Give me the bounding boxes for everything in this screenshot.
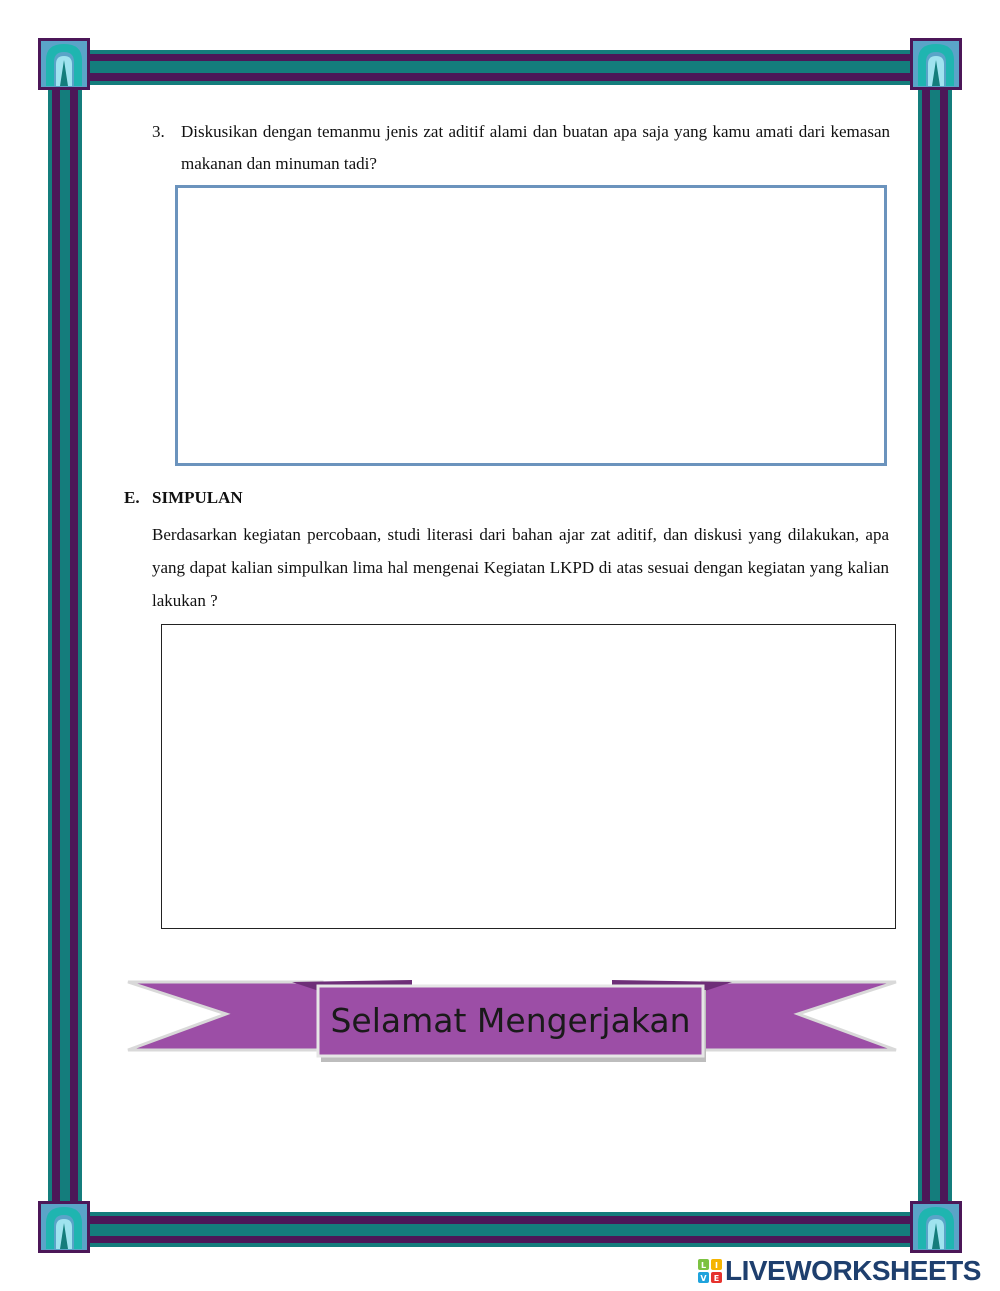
corner-ornament-bottom-right [910,1201,962,1253]
section-heading [124,488,243,508]
liveworksheets-watermark[interactable] [698,1255,981,1287]
svg-text:I: I [715,1261,718,1270]
liveworksheets-logo-icon [698,1259,722,1283]
svg-text:L: L [700,1261,707,1270]
svg-text:V: V [700,1274,707,1283]
border-top [60,50,940,86]
section-body [152,518,889,617]
border-bottom [60,1212,940,1248]
corner-ornament-bottom-left [38,1201,90,1253]
section-letter: E. [124,488,140,507]
border-left [48,60,82,1230]
watermark-text: LIVEWORKSHEETS [725,1255,981,1286]
corner-ornament-top-left [38,38,90,90]
border-right [918,60,952,1230]
answer-box-conclusion[interactable] [161,624,896,929]
question-3 [152,116,890,180]
answer-box-question-3[interactable] [175,185,887,466]
section-title: SIMPULAN [152,488,243,507]
banner-text: Selamat Mengerjakan [330,1000,691,1040]
corner-ornament-top-right [910,38,962,90]
question-text: Diskusikan dengan temanmu jenis zat aditif alami dan buatan apa saja yang kamu amati dari kemasan makanan dan minuman tadi? [181,122,890,173]
conclusion-prompt: Berdasarkan kegiatan percobaan, studi literasi dari bahan ajar zat aditif, dan diskusi yang dilakukan, apa yang dapat kalian simpulkan lima hal mengenai Kegiatan LKPD di atas sesuai dengan kegiatan yang kalian lakukan ? [152,525,889,610]
svg-text:E: E [713,1274,720,1283]
question-number: 3. [152,122,165,141]
